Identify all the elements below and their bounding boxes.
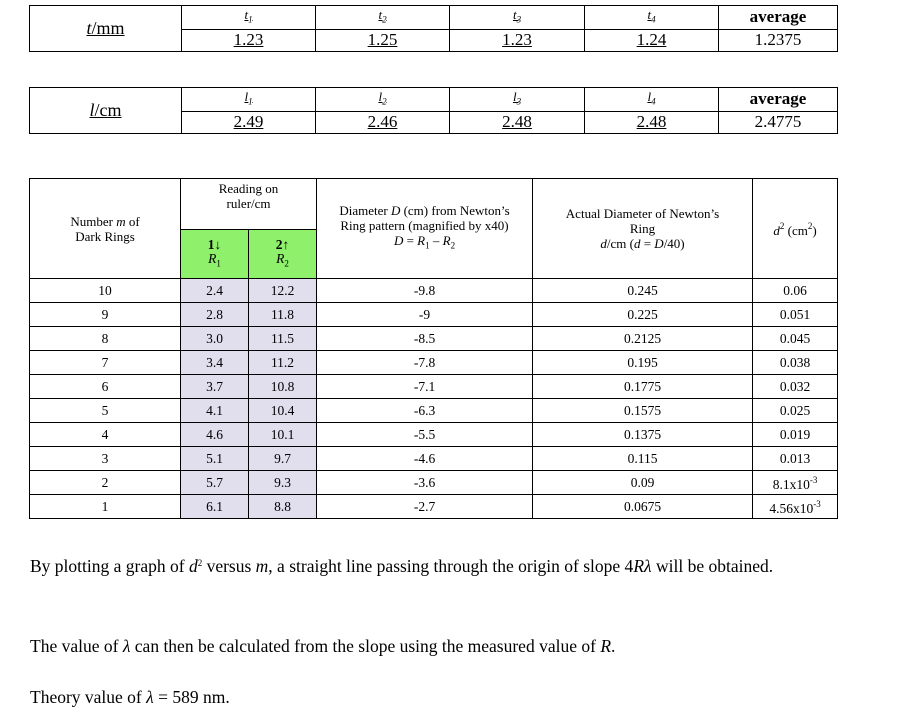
cell-actual-diameter: 0.1375 <box>533 423 753 447</box>
cell-d-squared: 0.019 <box>753 423 838 447</box>
cell-r1: 3.7 <box>181 375 249 399</box>
paragraph-theory-value: Theory value of λ = 589 nm. <box>30 687 230 707</box>
header-number-of-rings: Number m of Dark Rings <box>30 179 181 279</box>
cell-r1: 2.8 <box>181 303 249 327</box>
table-row <box>30 351 838 375</box>
length-header-2: $l_2$ <box>316 88 450 112</box>
length-value-2: 2.46 <box>316 111 450 133</box>
thickness-value-3: 1.23 <box>450 29 585 51</box>
length-average-value: 2.4775 <box>719 111 838 133</box>
cell-actual-diameter: 0.225 <box>533 303 753 327</box>
cell-m: 9 <box>30 303 181 327</box>
table-row <box>30 423 838 447</box>
cell-diameter: -6.3 <box>317 399 533 423</box>
cell-d-squared: 0.045 <box>753 327 838 351</box>
thickness-value-2: 1.25 <box>316 29 450 51</box>
cell-d-squared: 0.025 <box>753 399 838 423</box>
table-row <box>30 495 838 519</box>
header-d-squared: $d^2$ $(cm^2)$ <box>753 179 838 279</box>
table-row <box>30 303 838 327</box>
header-diameter: Diameter D (cm) from Newton’s Ring pattern (magnified by x40) $D = R_1 - R_2$ <box>317 179 533 279</box>
cell-r1: 3.0 <box>181 327 249 351</box>
cell-r1: 4.1 <box>181 399 249 423</box>
cell-r2: 11.5 <box>249 327 317 351</box>
cell-actual-diameter: 0.1575 <box>533 399 753 423</box>
length-table <box>29 87 838 134</box>
table-row <box>30 447 838 471</box>
cell-m: 8 <box>30 327 181 351</box>
newtons-rings-table <box>29 178 838 519</box>
thickness-label: t/mm <box>30 6 182 52</box>
table-row <box>30 399 838 423</box>
cell-diameter: -7.1 <box>317 375 533 399</box>
cell-d-squared: 0.032 <box>753 375 838 399</box>
thickness-value-4: 1.24 <box>585 29 719 51</box>
thickness-header-4: $t_4$ <box>585 6 719 30</box>
length-average-label: average <box>719 88 838 112</box>
thickness-header-3: $t_3$ <box>450 6 585 30</box>
header-r1: 1↓ $R_1$ <box>181 230 249 279</box>
cell-d-squared: 0.06 <box>753 279 838 303</box>
table-row <box>30 279 838 303</box>
header-r2: 2↑ $R_2$ <box>249 230 317 279</box>
thickness-average-label: average <box>719 6 838 30</box>
cell-diameter: -8.5 <box>317 327 533 351</box>
table-row <box>30 375 838 399</box>
cell-diameter: -5.5 <box>317 423 533 447</box>
header-reading: Reading on ruler/cm <box>181 179 317 230</box>
cell-r2: 9.3 <box>249 471 317 495</box>
length-header-4: $l_4$ <box>585 88 719 112</box>
cell-r2: 8.8 <box>249 495 317 519</box>
cell-m: 1 <box>30 495 181 519</box>
cell-actual-diameter: 0.2125 <box>533 327 753 351</box>
cell-d-squared: 0.013 <box>753 447 838 471</box>
paragraph-lambda-calculation: The value of λ can then be calculated from the slope using the measured value of R. <box>30 636 616 656</box>
cell-m: 5 <box>30 399 181 423</box>
length-header-3: $l_3$ <box>450 88 585 112</box>
cell-diameter: -4.6 <box>317 447 533 471</box>
cell-d-squared: $8.1x10^{-3}$ <box>753 471 838 495</box>
cell-r2: 9.7 <box>249 447 317 471</box>
cell-d-squared: 0.051 <box>753 303 838 327</box>
cell-r2: 11.8 <box>249 303 317 327</box>
cell-r2: 11.2 <box>249 351 317 375</box>
cell-m: 7 <box>30 351 181 375</box>
cell-d-squared: $4.56x10^{-3}$ <box>753 495 838 519</box>
cell-diameter: -9 <box>317 303 533 327</box>
thickness-value-1: 1.23 <box>182 29 316 51</box>
paragraph-graph-explanation: By plotting a graph of $d^2$ versus m, a straight line passing through the origin of slope 4Rλ will be obtained. <box>30 556 774 576</box>
cell-d-squared: 0.038 <box>753 351 838 375</box>
thickness-header-2: $t_2$ <box>316 6 450 30</box>
cell-m: 6 <box>30 375 181 399</box>
cell-actual-diameter: 0.245 <box>533 279 753 303</box>
cell-m: 10 <box>30 279 181 303</box>
thickness-average-value: 1.2375 <box>719 29 838 51</box>
cell-m: 3 <box>30 447 181 471</box>
cell-actual-diameter: 0.0675 <box>533 495 753 519</box>
table-row <box>30 471 838 495</box>
cell-r2: 10.4 <box>249 399 317 423</box>
cell-r1: 4.6 <box>181 423 249 447</box>
length-value-4: 2.48 <box>585 111 719 133</box>
length-value-1: 2.49 <box>182 111 316 133</box>
cell-r2: 12.2 <box>249 279 317 303</box>
cell-diameter: -3.6 <box>317 471 533 495</box>
cell-actual-diameter: 0.1775 <box>533 375 753 399</box>
length-header-1: $l_1$ <box>182 88 316 112</box>
cell-actual-diameter: 0.195 <box>533 351 753 375</box>
cell-diameter: -7.8 <box>317 351 533 375</box>
cell-diameter: -9.8 <box>317 279 533 303</box>
cell-r1: 6.1 <box>181 495 249 519</box>
length-value-3: 2.48 <box>450 111 585 133</box>
cell-r1: 3.4 <box>181 351 249 375</box>
table-row <box>30 327 838 351</box>
cell-r1: 2.4 <box>181 279 249 303</box>
cell-r1: 5.7 <box>181 471 249 495</box>
thickness-table <box>29 5 838 52</box>
cell-m: 4 <box>30 423 181 447</box>
cell-r2: 10.1 <box>249 423 317 447</box>
cell-diameter: -2.7 <box>317 495 533 519</box>
header-actual-diameter: Actual Diameter of Newton’s Ring d/cm (d = D/40) <box>533 179 753 279</box>
length-label: l/cm <box>30 88 182 134</box>
cell-m: 2 <box>30 471 181 495</box>
cell-r1: 5.1 <box>181 447 249 471</box>
rings-table-body <box>30 279 838 519</box>
cell-actual-diameter: 0.115 <box>533 447 753 471</box>
cell-r2: 10.8 <box>249 375 317 399</box>
cell-actual-diameter: 0.09 <box>533 471 753 495</box>
thickness-header-1: $t_1$ <box>182 6 316 30</box>
